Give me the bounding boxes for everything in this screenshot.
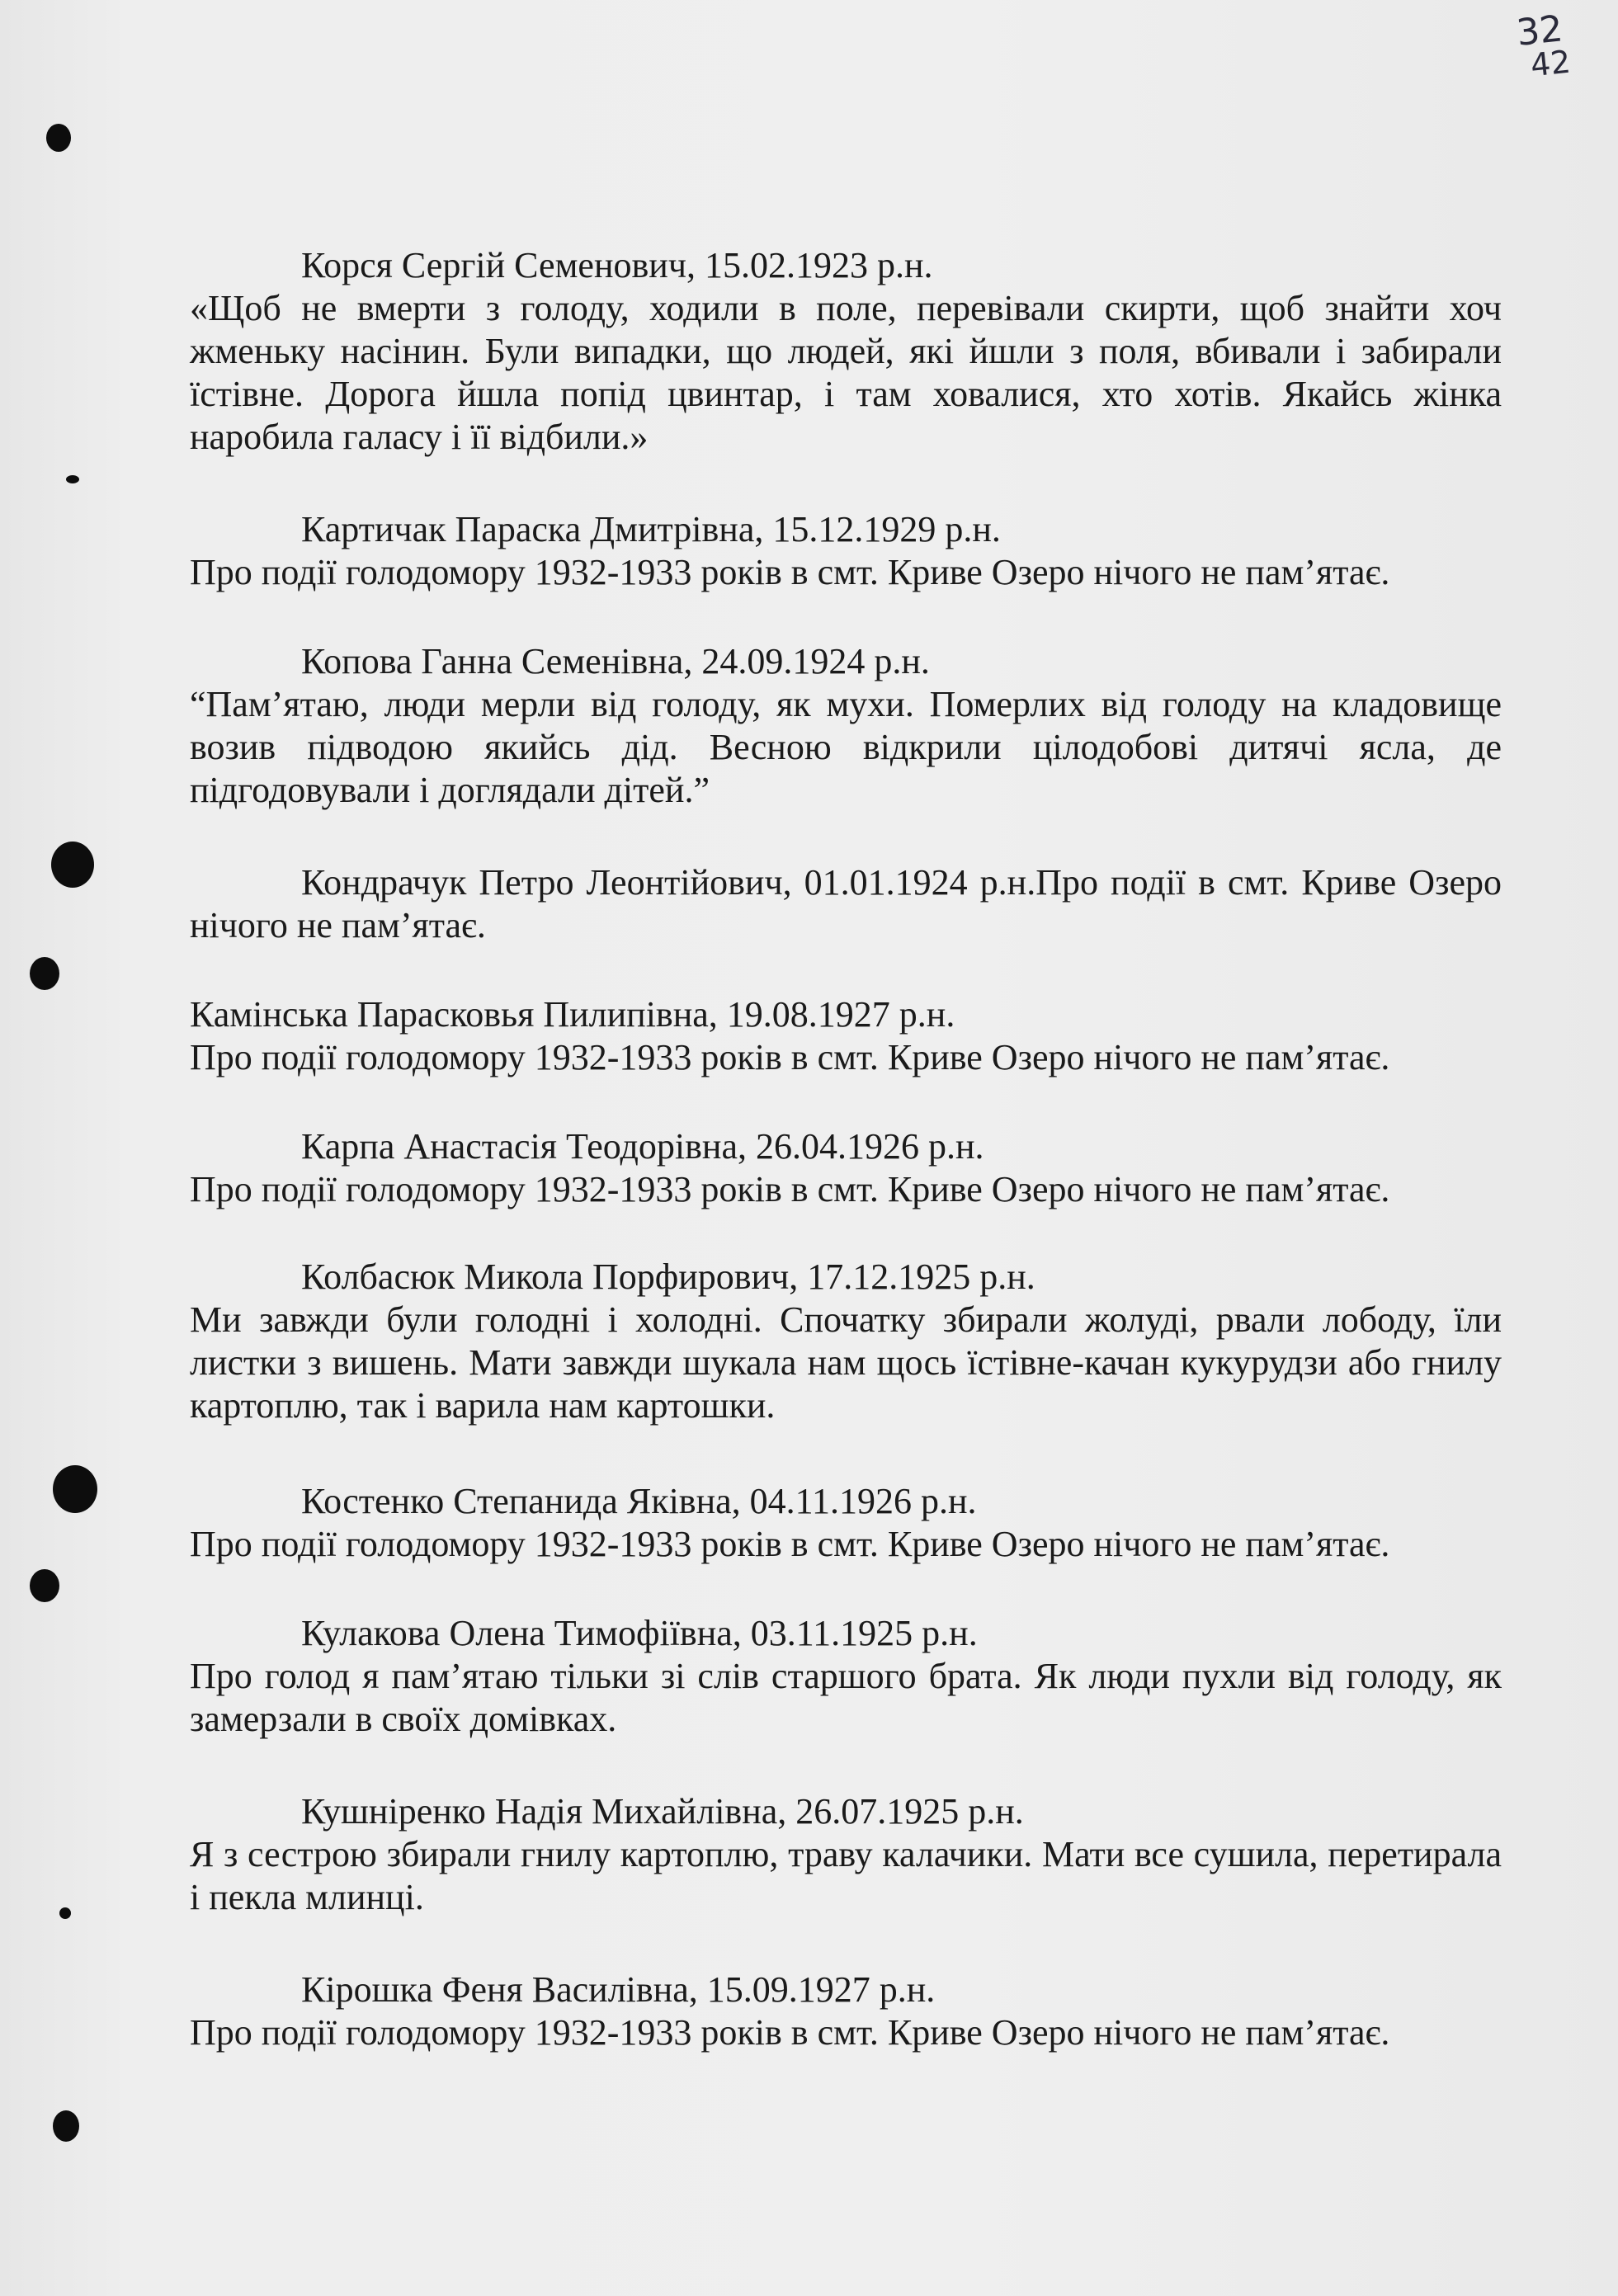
testimony-entry <box>190 1480 1502 1566</box>
punch-hole <box>66 475 79 483</box>
punch-hole <box>30 957 59 990</box>
testimony-entry <box>190 861 1502 947</box>
punch-hole <box>46 124 71 152</box>
entry-text: “Пам’ятаю, люди мерли від голоду, як мухи. Померлих від голоду на кладовище возив підводою якийсь дід. Весною відкрили цілодобові дитячі ясла, де підгодовували і доглядали дітей.” <box>190 684 1502 810</box>
punch-hole <box>53 2110 79 2142</box>
entry-text: Ми завжди були голодні і холодні. Спочатку збирали жолуді, рвали лободу, їли листки з вишень. Мати завжди шукала нам щось їстівне-качан кукурудзи або гнилу картоплю, так і варила нам картошки. <box>190 1299 1502 1426</box>
entry-text: Про події голодомору 1932-1933 років в смт. Криве Озеро нічого не пам’ятає. <box>190 1169 1390 1209</box>
testimony-entry <box>190 993 1502 1079</box>
entry-text: «Щоб не вмерти з голоду, ходили в поле, перевівали скирти, щоб знайти хоч жменьку насінин. Були випадки, що людей, які йшли з поля, вбивали і забирали їстівне. Дорога йшла попід цвинтар, і там ховалися, хто хотів. Якайсь жінка наробила галасу і її відбили.» <box>190 288 1502 457</box>
testimony-entry <box>190 1790 1502 1919</box>
entry-header: Карпа Анастасія Теодорівна, 26.04.1926 р.н. <box>301 1126 984 1167</box>
entry-header: Копова Ганна Семенівна, 24.09.1924 р.н. <box>301 641 930 681</box>
entry-header: Картичак Параска Дмитрівна, 15.12.1929 р.н. <box>301 509 1001 549</box>
punch-hole <box>59 1907 71 1919</box>
punch-hole <box>51 842 94 888</box>
punch-hole <box>30 1569 59 1602</box>
handwritten-page-number <box>1511 7 1573 84</box>
testimony-entry <box>190 640 1502 812</box>
entry-text: Про події голодомору 1932-1933 років в смт. Криве Озеро нічого не пам’ятає. <box>190 1037 1390 1077</box>
entry-text: Кондрачук Петро Леонтійович, 01.01.1924 р.н.Про події в смт. Криве Озеро нічого не пам’ятає. <box>190 862 1502 945</box>
punch-hole <box>53 1465 97 1513</box>
entry-header: Кушніренко Надія Михайлівна, 26.07.1925 р.н. <box>301 1791 1024 1832</box>
entry-header: Камінська Парасковья Пилипівна, 19.08.1927 р.н. <box>190 994 955 1035</box>
testimony-entry <box>190 1256 1502 1427</box>
entry-header: Корся Сергій Семенович, 15.02.1923 р.н. <box>301 245 933 285</box>
testimony-entry <box>190 1612 1502 1741</box>
entry-text: Я з сестрою збирали гнилу картоплю, траву калачики. Мати все сушила, перетирала і пекла млинці. <box>190 1834 1502 1917</box>
testimony-entry <box>190 1125 1502 1211</box>
entry-text: Про події голодомору 1932-1933 років в смт. Криве Озеро нічого не пам’ятає. <box>190 1524 1390 1564</box>
page-number-sub: 42 <box>1528 43 1573 84</box>
entry-text: Про події голодомору 1932-1933 років в смт. Криве Озеро нічого не пам’ятає. <box>190 2012 1390 2053</box>
entry-header: Кулакова Олена Тимофіївна, 03.11.1925 р.н. <box>301 1613 978 1653</box>
entry-text: Про події голодомору 1932-1933 років в смт. Криве Озеро нічого не пам’ятає. <box>190 552 1390 592</box>
entry-header: Костенко Степанида Яківна, 04.11.1926 р.н. <box>301 1481 977 1521</box>
testimony-entry <box>190 1968 1502 2054</box>
testimony-entry <box>190 244 1502 459</box>
testimony-entry <box>190 508 1502 594</box>
entry-header: Кірошка Феня Василівна, 15.09.1927 р.н. <box>301 1969 936 2010</box>
entry-header: Колбасюк Микола Порфирович, 17.12.1925 р.н. <box>301 1256 1035 1297</box>
entry-text: Про голод я пам’ятаю тільки зі слів старшого брата. Як люди пухли від голоду, як замерзали в своїх домівках. <box>190 1656 1502 1739</box>
page-number-main: 32 <box>1514 7 1565 54</box>
